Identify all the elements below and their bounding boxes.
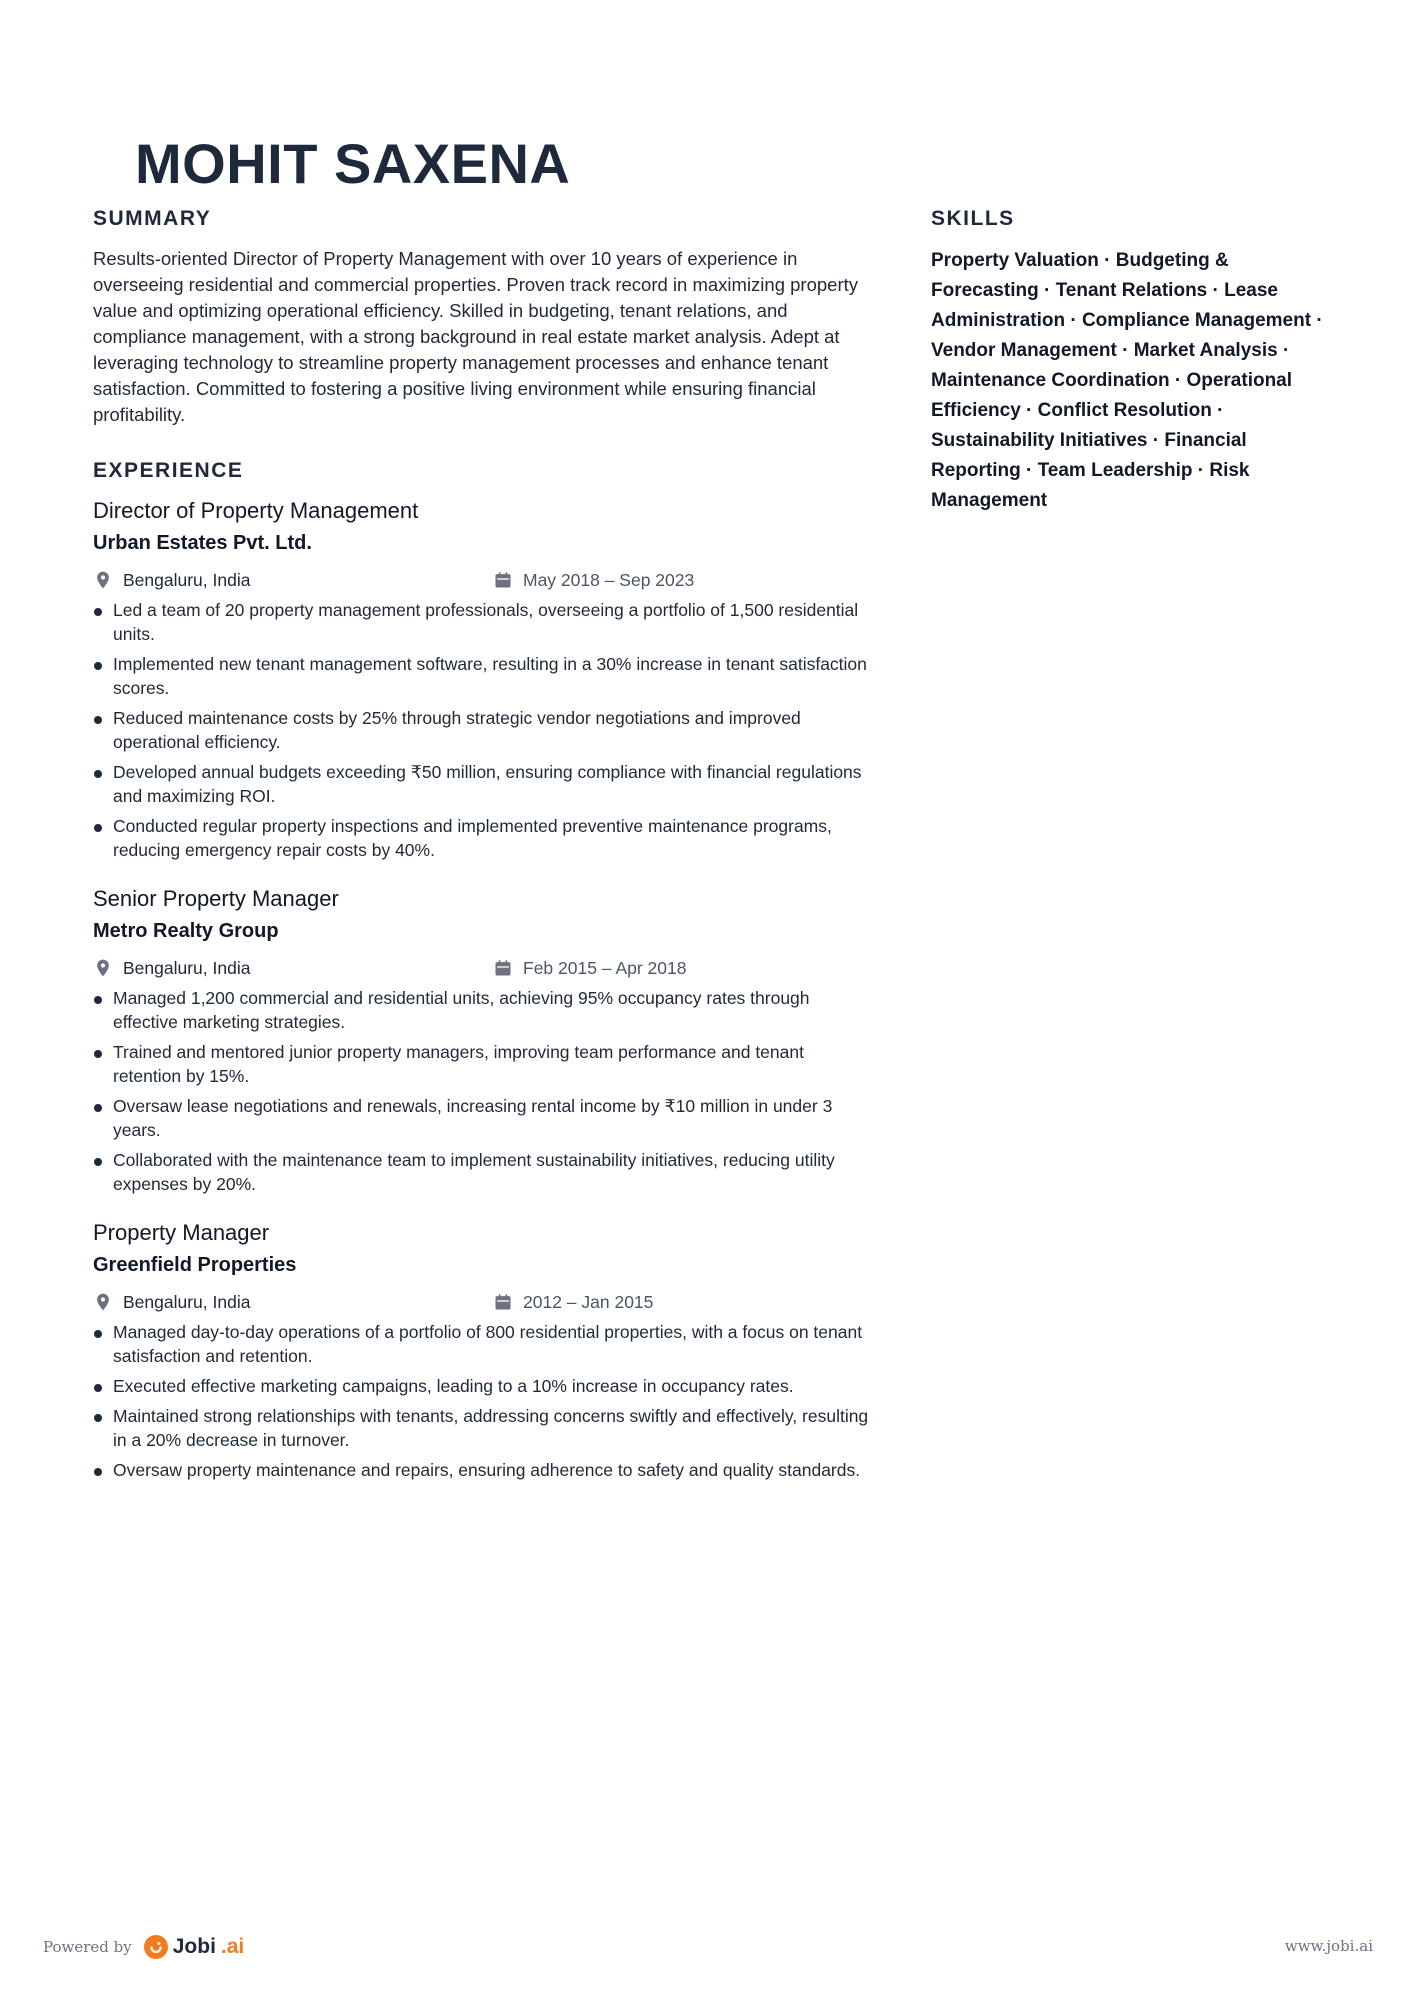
job-location xyxy=(93,566,250,594)
job-dates-text: May 2018 – Sep 2023 xyxy=(523,570,695,590)
job-meta xyxy=(93,1288,873,1316)
job-location xyxy=(93,954,250,982)
calendar-icon xyxy=(493,1292,513,1312)
summary-heading: SUMMARY xyxy=(93,207,212,230)
experience-section xyxy=(93,456,873,1482)
job-dates xyxy=(493,954,686,982)
job-dates-text: 2012 – Jan 2015 xyxy=(523,1292,654,1312)
jobi-logo[interactable] xyxy=(144,1935,245,1959)
skills-list: Property Valuation · Budgeting & Forecasting · Tenant Relations · Lease Administration · Compliance Management · Vendor Management · Market Analysis · Maintenance Coordination · Operational Efficiency · Conflict Resolution · Sustainability Initiatives · Financial Reporting · Team Leadership · Risk Management xyxy=(931,250,1323,511)
job-meta xyxy=(93,954,873,982)
job-meta xyxy=(93,566,873,594)
job-bullets xyxy=(93,986,873,1196)
bullet-item: Managed 1,200 commercial and residential units, achieving 95% occupancy rates through effective marketing strategies. xyxy=(93,986,873,1034)
bullet-item: Trained and mentored junior property managers, improving team performance and tenant retention by 15%. xyxy=(93,1040,873,1088)
bullet-item: Led a team of 20 property management professionals, overseeing a portfolio of 1,500 residential units. xyxy=(93,598,873,646)
bullet-item: Implemented new tenant management software, resulting in a 30% increase in tenant satisfaction scores. xyxy=(93,652,873,700)
job-entry xyxy=(93,1218,873,1482)
job-company: Urban Estates Pvt. Ltd. xyxy=(93,532,312,554)
bullet-item: Oversaw property maintenance and repairs, ensuring adherence to safety and quality standards. xyxy=(93,1458,873,1482)
calendar-icon xyxy=(493,958,513,978)
bullet-item: Executed effective marketing campaigns, leading to a 10% increase in occupancy rates. xyxy=(93,1374,873,1398)
job-location xyxy=(93,1288,250,1316)
footer-url[interactable]: www.jobi.ai xyxy=(1284,1937,1373,1955)
job-entry xyxy=(93,884,873,1196)
job-dates-text: Feb 2015 – Apr 2018 xyxy=(523,958,687,978)
calendar-icon xyxy=(493,570,513,590)
right-column xyxy=(931,204,1331,516)
map-pin-icon xyxy=(93,958,113,978)
powered-by-label: Powered by xyxy=(43,1938,132,1956)
logo-text-suffix: .ai xyxy=(220,1935,245,1958)
map-pin-icon xyxy=(93,570,113,590)
logo-text-main: Jobi xyxy=(172,1935,216,1958)
job-title: Property Manager xyxy=(93,1220,270,1245)
job-bullets xyxy=(93,598,873,862)
bullet-item: Collaborated with the maintenance team to implement sustainability initiatives, reducing utility expenses by 20%. xyxy=(93,1148,873,1196)
map-pin-icon xyxy=(93,1292,113,1312)
footer-branding xyxy=(43,1935,244,1959)
skills-heading: SKILLS xyxy=(931,207,1015,230)
candidate-name: MOHIT SAXENA xyxy=(135,132,571,195)
bullet-item: Conducted regular property inspections and implemented preventive maintenance programs, reducing emergency repair costs by 40%. xyxy=(93,814,873,862)
job-entry xyxy=(93,496,873,862)
experience-heading: EXPERIENCE xyxy=(93,459,244,482)
job-company: Metro Realty Group xyxy=(93,920,279,942)
bullet-item: Developed annual budgets exceeding ₹50 million, ensuring compliance with financial regulations and maximizing ROI. xyxy=(93,760,873,808)
job-location-text: Bengaluru, India xyxy=(123,1292,251,1312)
job-location-text: Bengaluru, India xyxy=(123,570,251,590)
job-title: Director of Property Management xyxy=(93,498,419,523)
job-company: Greenfield Properties xyxy=(93,1254,297,1276)
job-location-text: Bengaluru, India xyxy=(123,958,251,978)
job-dates xyxy=(493,1288,653,1316)
left-column xyxy=(93,204,873,1488)
bullet-item: Maintained strong relationships with tenants, addressing concerns swiftly and effectively, resulting in a 20% decrease in turnover. xyxy=(93,1404,873,1452)
bullet-item: Reduced maintenance costs by 25% through strategic vendor negotiations and improved operational efficiency. xyxy=(93,706,873,754)
jobi-logo-icon xyxy=(144,1935,168,1959)
job-dates xyxy=(493,566,694,594)
bullet-item: Managed day-to-day operations of a portfolio of 800 residential properties, with a focus on tenant satisfaction and retention. xyxy=(93,1320,873,1368)
summary-section xyxy=(93,204,873,428)
summary-text: Results-oriented Director of Property Management with over 10 years of experience in overseeing residential and commercial properties. Proven track record in maximizing property value and optimizing operational efficiency. Skilled in budgeting, tenant relations, and compliance management, with a strong background in real estate market analysis. Adept at leveraging technology to streamline property management processes and enhance tenant satisfaction. Committed to fostering a positive living environment while ensuring financial profitability. xyxy=(93,248,858,425)
bullet-item: Oversaw lease negotiations and renewals, increasing rental income by ₹10 million in under 3 years. xyxy=(93,1094,873,1142)
job-bullets xyxy=(93,1320,873,1482)
job-title: Senior Property Manager xyxy=(93,886,339,911)
skills-section xyxy=(931,204,1331,516)
